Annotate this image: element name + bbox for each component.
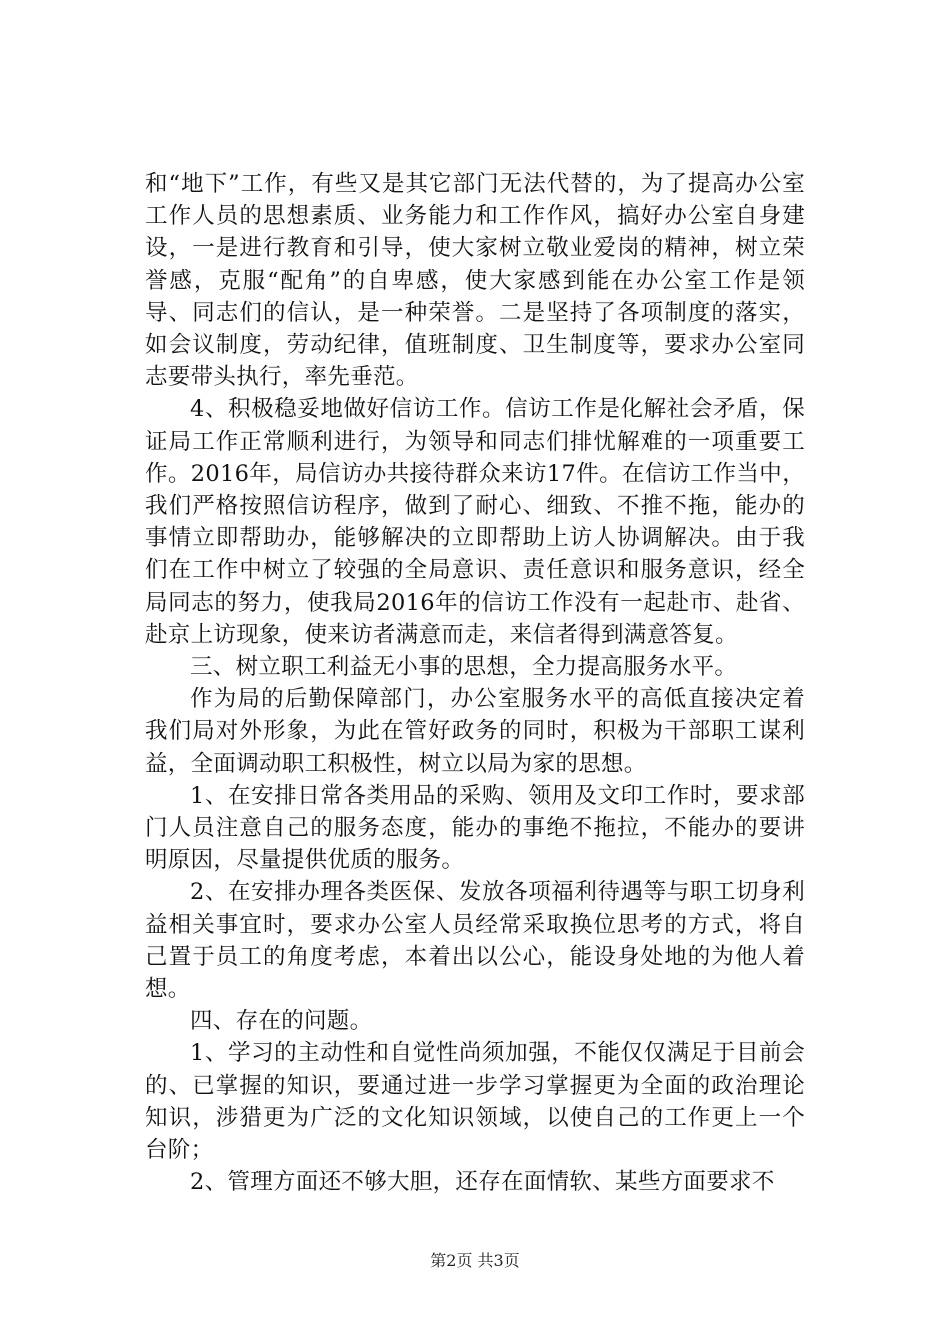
paragraph-logistics: 作为局的后勤保障部门，办公室服务水平的高低直接决定着我们局对外形象，为此在管好政务的同时，积极为干部职工谋利益，全面调动职工积极性，树立以局为家的思想。 (145, 686, 805, 777)
section-heading-service: 三、树立职工利益无小事的思想，全力提高服务水平。 (190, 654, 738, 681)
paragraph-management-problem: 2、管理方面还不够大胆，还存在面情软、某些方面要求不 (190, 1169, 775, 1196)
section-heading-problems: 四、存在的问题。 (190, 1008, 373, 1035)
paragraph-continuation: 和“地下”工作，有些又是其它部门无法代替的，为了提高办公室工作人员的思想素质、业务能力和工作作风，搞好办公室自身建设，一是进行教育和引导，使大家树立敬业爱岗的精神，树立荣誉感，克服“配角”的自卑感，使大家感到能在办公室工作是领导、同志们的信认，是一种荣誉。二是坚持了各项制度的落实，如会议制度，劳动纪律，值班制度、卫生制度等，要求办公室同志要带头执行，率先垂范。 (145, 171, 805, 391)
paragraph-study-problem: 1、学习的主动性和自觉性尚须加强，不能仅仅满足于目前会的、已掌握的知识，要通过进一步学习掌握更为全面的政治理论知识，涉猎更为广泛的文化知识领域，以使自己的工作更上一个台阶； (145, 1040, 805, 1164)
paragraph-welfare: 2、在安排办理各类医保、发放各项福利待遇等与职工切身利益相关事宜时，要求办公室人员经常采取换位思考的方式，将自己置于员工的角度考虑，本着出以公心，能设身处地的为他人着想。 (145, 879, 805, 1003)
document-body (145, 168, 805, 1199)
page-footer: 第2页 共3页 (430, 1251, 520, 1270)
paragraph-petition-work: 4、积极稳妥地做好信访工作。信访工作是化解社会矛盾，保证局工作正常顺利进行，为领导和同志们排忧解难的一项重要工作。2016年，局信访办共接待群众来访17件。在信访工作当中，我们严格按照信访程序，做到了耐心、细致、不推不拖，能办的事情立即帮助办，能够解决的立即帮助上访人协调解决。由于我们在工作中树立了较强的全局意识、责任意识和服务意识，经全局同志的努力，使我局2016年的信访工作没有一起赴市、赴省、赴京上访现象，使来访者满意而走，来信者得到满意答复。 (145, 396, 805, 648)
paragraph-daily-supplies: 1、在安排日常各类用品的采购、领用及文印工作时，要求部门人员注意自己的服务态度，能办的事绝不拖拉，不能办的要讲明原因，尽量提供优质的服务。 (145, 782, 805, 874)
